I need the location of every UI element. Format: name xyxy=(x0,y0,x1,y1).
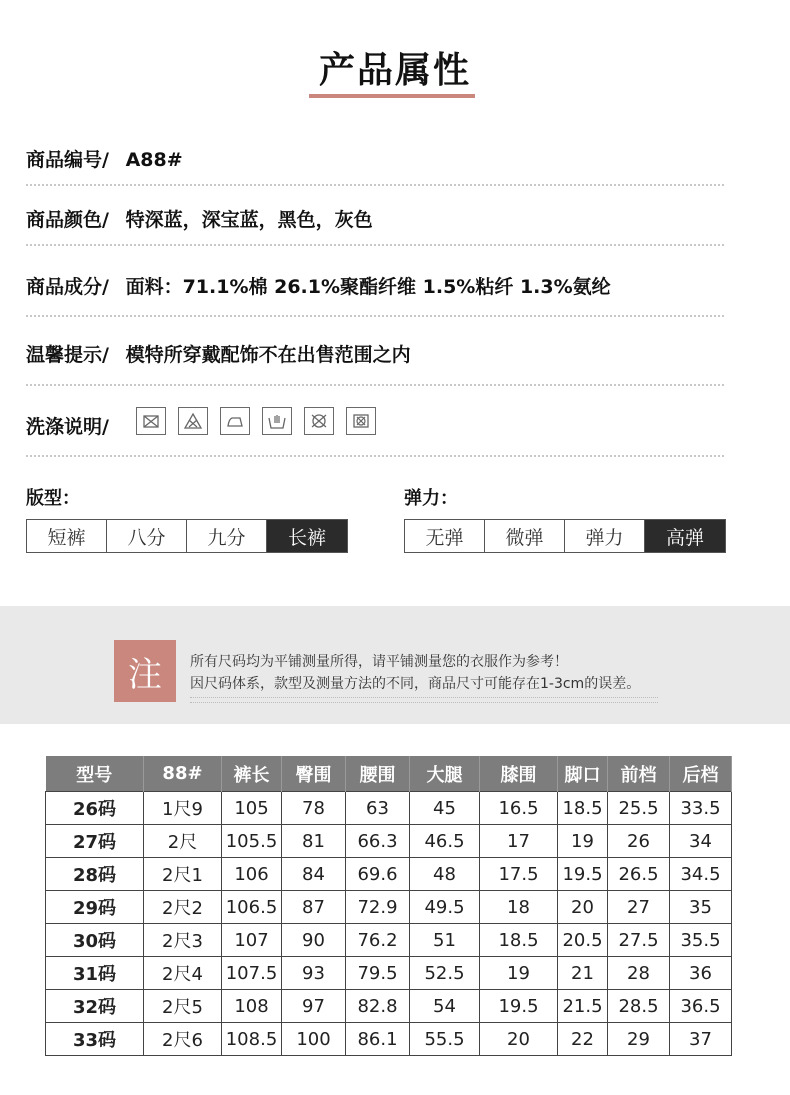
table-cell: 87 xyxy=(282,891,346,924)
fit-option-long[interactable]: 长裤 xyxy=(267,520,347,552)
attr-label: 温馨提示/ xyxy=(26,344,109,366)
table-cell: 81 xyxy=(282,825,346,858)
table-cell: 86.1 xyxy=(346,1023,410,1056)
size-cell: 30码 xyxy=(46,924,144,957)
table-header: 大腿 xyxy=(410,756,480,792)
table-cell: 45 xyxy=(410,792,480,825)
title-underline xyxy=(309,94,475,98)
table-cell: 26 xyxy=(608,825,670,858)
table-cell: 2尺3 xyxy=(144,924,222,957)
table-header: 后档 xyxy=(670,756,732,792)
divider xyxy=(26,455,724,457)
table-row xyxy=(46,990,732,1023)
table-cell: 17 xyxy=(480,825,558,858)
divider xyxy=(26,315,724,317)
table-cell: 18.5 xyxy=(480,924,558,957)
table-row xyxy=(46,1023,732,1056)
table-row xyxy=(46,858,732,891)
table-cell: 20 xyxy=(558,891,608,924)
table-cell: 90 xyxy=(282,924,346,957)
iron-low-icon xyxy=(220,407,250,435)
size-cell: 26码 xyxy=(46,792,144,825)
note-line-1: 所有尺码均为平铺测量所得，请平铺测量您的衣服作为参考！ xyxy=(190,654,568,670)
table-cell: 35.5 xyxy=(670,924,732,957)
attr-row-material xyxy=(26,272,611,299)
table-header: 臀围 xyxy=(282,756,346,792)
table-cell: 69.6 xyxy=(346,858,410,891)
table-cell: 2尺2 xyxy=(144,891,222,924)
no-dry-clean-icon xyxy=(304,407,334,435)
table-row xyxy=(46,825,732,858)
table-cell: 76.2 xyxy=(346,924,410,957)
table-cell: 19.5 xyxy=(480,990,558,1023)
stretch-selector xyxy=(404,519,726,553)
table-header: 裤长 xyxy=(222,756,282,792)
table-cell: 48 xyxy=(410,858,480,891)
no-wash-icon xyxy=(136,407,166,435)
attr-value: 模特所穿戴配饰不在出售范围之内 xyxy=(125,344,411,366)
table-cell: 20.5 xyxy=(558,924,608,957)
table-header: 膝围 xyxy=(480,756,558,792)
size-cell: 33码 xyxy=(46,1023,144,1056)
table-cell: 82.8 xyxy=(346,990,410,1023)
table-cell: 105 xyxy=(222,792,282,825)
table-cell: 17.5 xyxy=(480,858,558,891)
attr-label: 洗涤说明/ xyxy=(26,416,109,438)
table-cell: 19 xyxy=(480,957,558,990)
table-cell: 21 xyxy=(558,957,608,990)
table-cell: 105.5 xyxy=(222,825,282,858)
hand-wash-icon xyxy=(262,407,292,435)
table-cell: 2尺4 xyxy=(144,957,222,990)
table-row xyxy=(46,891,732,924)
table-cell: 28.5 xyxy=(608,990,670,1023)
table-cell: 107 xyxy=(222,924,282,957)
table-cell: 79.5 xyxy=(346,957,410,990)
table-cell: 63 xyxy=(346,792,410,825)
table-cell: 72.9 xyxy=(346,891,410,924)
table-cell: 66.3 xyxy=(346,825,410,858)
table-cell: 108.5 xyxy=(222,1023,282,1056)
fit-option-shorts[interactable]: 短裤 xyxy=(27,520,107,552)
table-cell: 18.5 xyxy=(558,792,608,825)
table-cell: 35 xyxy=(670,891,732,924)
size-cell: 27码 xyxy=(46,825,144,858)
attr-label: 商品颜色/ xyxy=(26,209,109,231)
table-cell: 36 xyxy=(670,957,732,990)
table-cell: 18 xyxy=(480,891,558,924)
table-cell: 84 xyxy=(282,858,346,891)
table-row xyxy=(46,924,732,957)
stretch-label: 弹力： xyxy=(404,488,458,509)
table-cell: 36.5 xyxy=(670,990,732,1023)
table-cell: 106.5 xyxy=(222,891,282,924)
attr-value: A88# xyxy=(125,149,183,171)
size-cell: 32码 xyxy=(46,990,144,1023)
stretch-option-slight[interactable]: 微弹 xyxy=(485,520,565,552)
table-cell: 2尺5 xyxy=(144,990,222,1023)
page-title: 产品属性 xyxy=(318,50,471,91)
table-cell: 21.5 xyxy=(558,990,608,1023)
table-header: 前档 xyxy=(608,756,670,792)
table-cell: 93 xyxy=(282,957,346,990)
attr-row-color xyxy=(26,205,373,232)
table-row xyxy=(46,792,732,825)
table-cell: 33.5 xyxy=(670,792,732,825)
stretch-option-high[interactable]: 高弹 xyxy=(645,520,725,552)
table-cell: 2尺6 xyxy=(144,1023,222,1056)
stretch-option-stretch[interactable]: 弹力 xyxy=(565,520,645,552)
table-cell: 28 xyxy=(608,957,670,990)
fit-option-eighth[interactable]: 八分 xyxy=(107,520,187,552)
table-cell: 2尺 xyxy=(144,825,222,858)
size-cell: 31码 xyxy=(46,957,144,990)
table-cell: 34 xyxy=(670,825,732,858)
table-cell: 97 xyxy=(282,990,346,1023)
table-cell: 49.5 xyxy=(410,891,480,924)
table-cell: 54 xyxy=(410,990,480,1023)
attr-label: 商品编号/ xyxy=(26,149,109,171)
wash-icons xyxy=(136,407,376,435)
table-cell: 20 xyxy=(480,1023,558,1056)
table-cell: 29 xyxy=(608,1023,670,1056)
fit-option-ninth[interactable]: 九分 xyxy=(187,520,267,552)
table-cell: 108 xyxy=(222,990,282,1023)
attr-value: 面料：71.1%棉 26.1%聚酯纤维 1.5%粘纤 1.3%氨纶 xyxy=(125,276,611,298)
attr-label: 商品成分/ xyxy=(26,276,109,298)
attr-row-sku xyxy=(26,145,183,172)
table-cell: 55.5 xyxy=(410,1023,480,1056)
table-cell: 27.5 xyxy=(608,924,670,957)
no-tumble-dry-icon xyxy=(346,407,376,435)
table-cell: 27 xyxy=(608,891,670,924)
size-cell: 29码 xyxy=(46,891,144,924)
table-cell: 1尺9 xyxy=(144,792,222,825)
fit-selector xyxy=(26,519,348,553)
attr-row-tip xyxy=(26,340,411,367)
table-cell: 78 xyxy=(282,792,346,825)
table-header: 脚口 xyxy=(558,756,608,792)
table-header-row xyxy=(46,756,732,792)
table-cell: 26.5 xyxy=(608,858,670,891)
table-cell: 106 xyxy=(222,858,282,891)
attr-row-wash xyxy=(26,412,109,439)
size-table-body xyxy=(46,792,732,1056)
divider xyxy=(26,244,724,246)
table-cell: 52.5 xyxy=(410,957,480,990)
size-cell: 28码 xyxy=(46,858,144,891)
table-cell: 25.5 xyxy=(608,792,670,825)
divider xyxy=(26,384,724,386)
note-badge: 注 xyxy=(114,640,176,702)
attr-value: 特深蓝，深宝蓝，黑色，灰色 xyxy=(125,209,373,231)
table-cell: 19 xyxy=(558,825,608,858)
table-cell: 34.5 xyxy=(670,858,732,891)
table-header: 型号 xyxy=(46,756,144,792)
table-cell: 22 xyxy=(558,1023,608,1056)
table-cell: 107.5 xyxy=(222,957,282,990)
table-cell: 2尺1 xyxy=(144,858,222,891)
table-header: 腰围 xyxy=(346,756,410,792)
divider xyxy=(26,184,724,186)
note-underline xyxy=(190,697,658,703)
table-cell: 19.5 xyxy=(558,858,608,891)
table-header: 88# xyxy=(144,756,222,792)
table-cell: 37 xyxy=(670,1023,732,1056)
table-cell: 51 xyxy=(410,924,480,957)
note-line-2: 因尺码体系，款型及测量方法的不同，商品尺寸可能存在1-3cm的误差。 xyxy=(190,676,641,692)
table-cell: 100 xyxy=(282,1023,346,1056)
size-table xyxy=(45,756,732,1056)
stretch-option-none[interactable]: 无弹 xyxy=(405,520,485,552)
table-cell: 46.5 xyxy=(410,825,480,858)
no-bleach-icon xyxy=(178,407,208,435)
table-row xyxy=(46,957,732,990)
table-cell: 16.5 xyxy=(480,792,558,825)
fit-label: 版型： xyxy=(26,488,80,509)
